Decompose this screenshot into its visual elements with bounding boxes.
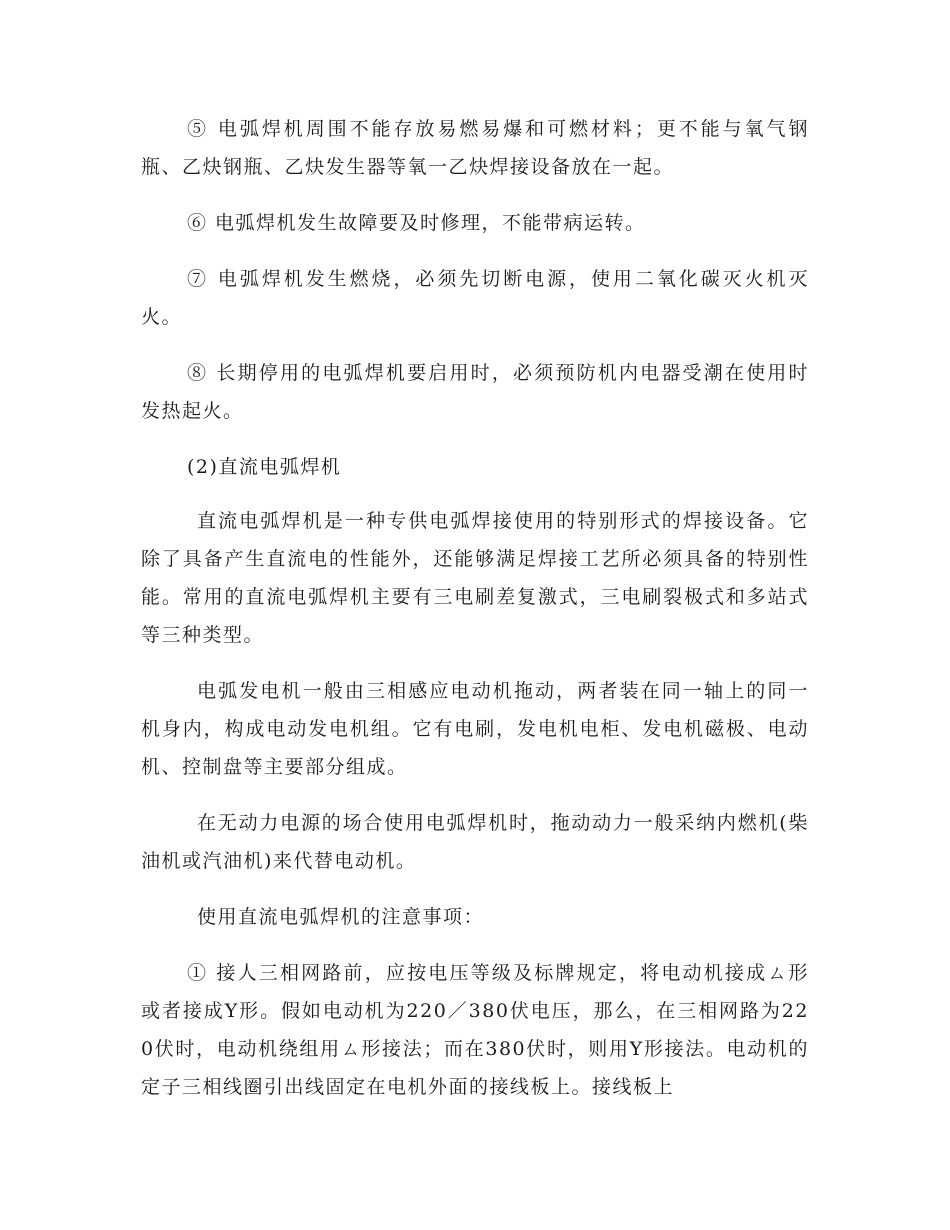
paragraph-item-7: ⑦ 电弧焊机发生燃烧，必须先切断电源，使用二氧化碳灭火机灭火。 (141, 268, 809, 328)
paragraph-item-6: ⑥ 电弧焊机发生故障要及时修理，不能带病运转。 (187, 212, 646, 234)
paragraph-generator-drive: 电弧发电机一般由三相感应电动机拖动，两者装在同一轴上的同一机身内，构成电动发电机组。它有电刷，发电机电柜、发电机磁极、电动机、控制盘等主要部分组成。 (141, 680, 809, 778)
section-heading-dc-welder: (2)直流电弧焊机 (187, 456, 342, 478)
paragraph-item-1: ① 接人三相网路前，应按电压等级及标牌规定，将电动机接成ㄙ形或者接成Y形。假如电动机为220／380伏电压，那么，在三相网路为220伏时，电动机绕组用ㄙ形接法；而在380伏时，则用Y形接法。电动机的定子三相线圈引出线固定在电机外面的接线板上。接线板上 (141, 962, 809, 1098)
paragraph-item-5: ⑤ 电弧焊机周围不能存放易燃易爆和可燃材料；更不能与氧气钢瓶、乙炔钢瓶、乙炔发生器等氧一乙炔焊接设备放在一起。 (141, 118, 809, 178)
paragraph-dc-welder-intro: 直流电弧焊机是一种专供电弧焊接使用的特别形式的焊接设备。它除了具备产生直流电的性能外，还能够满足焊接工艺所必须具备的特别性能。常用的直流电弧焊机主要有三电刷差复激式，三电刷裂极式和多站式等三种类型。 (141, 510, 809, 646)
paragraph-no-power-source: 在无动力电源的场合使用电弧焊机时，拖动动力一般采纳内燃机(柴油机或汽油机)来代替电动机。 (141, 812, 809, 872)
document-body (141, 110, 809, 1124)
paragraph-item-8: ⑧ 长期停用的电弧焊机要启用时，必须预防机内电器受潮在使用时发热起火。 (141, 362, 809, 422)
paragraph-precautions-title: 使用直流电弧焊机的注意事项： (197, 906, 485, 928)
